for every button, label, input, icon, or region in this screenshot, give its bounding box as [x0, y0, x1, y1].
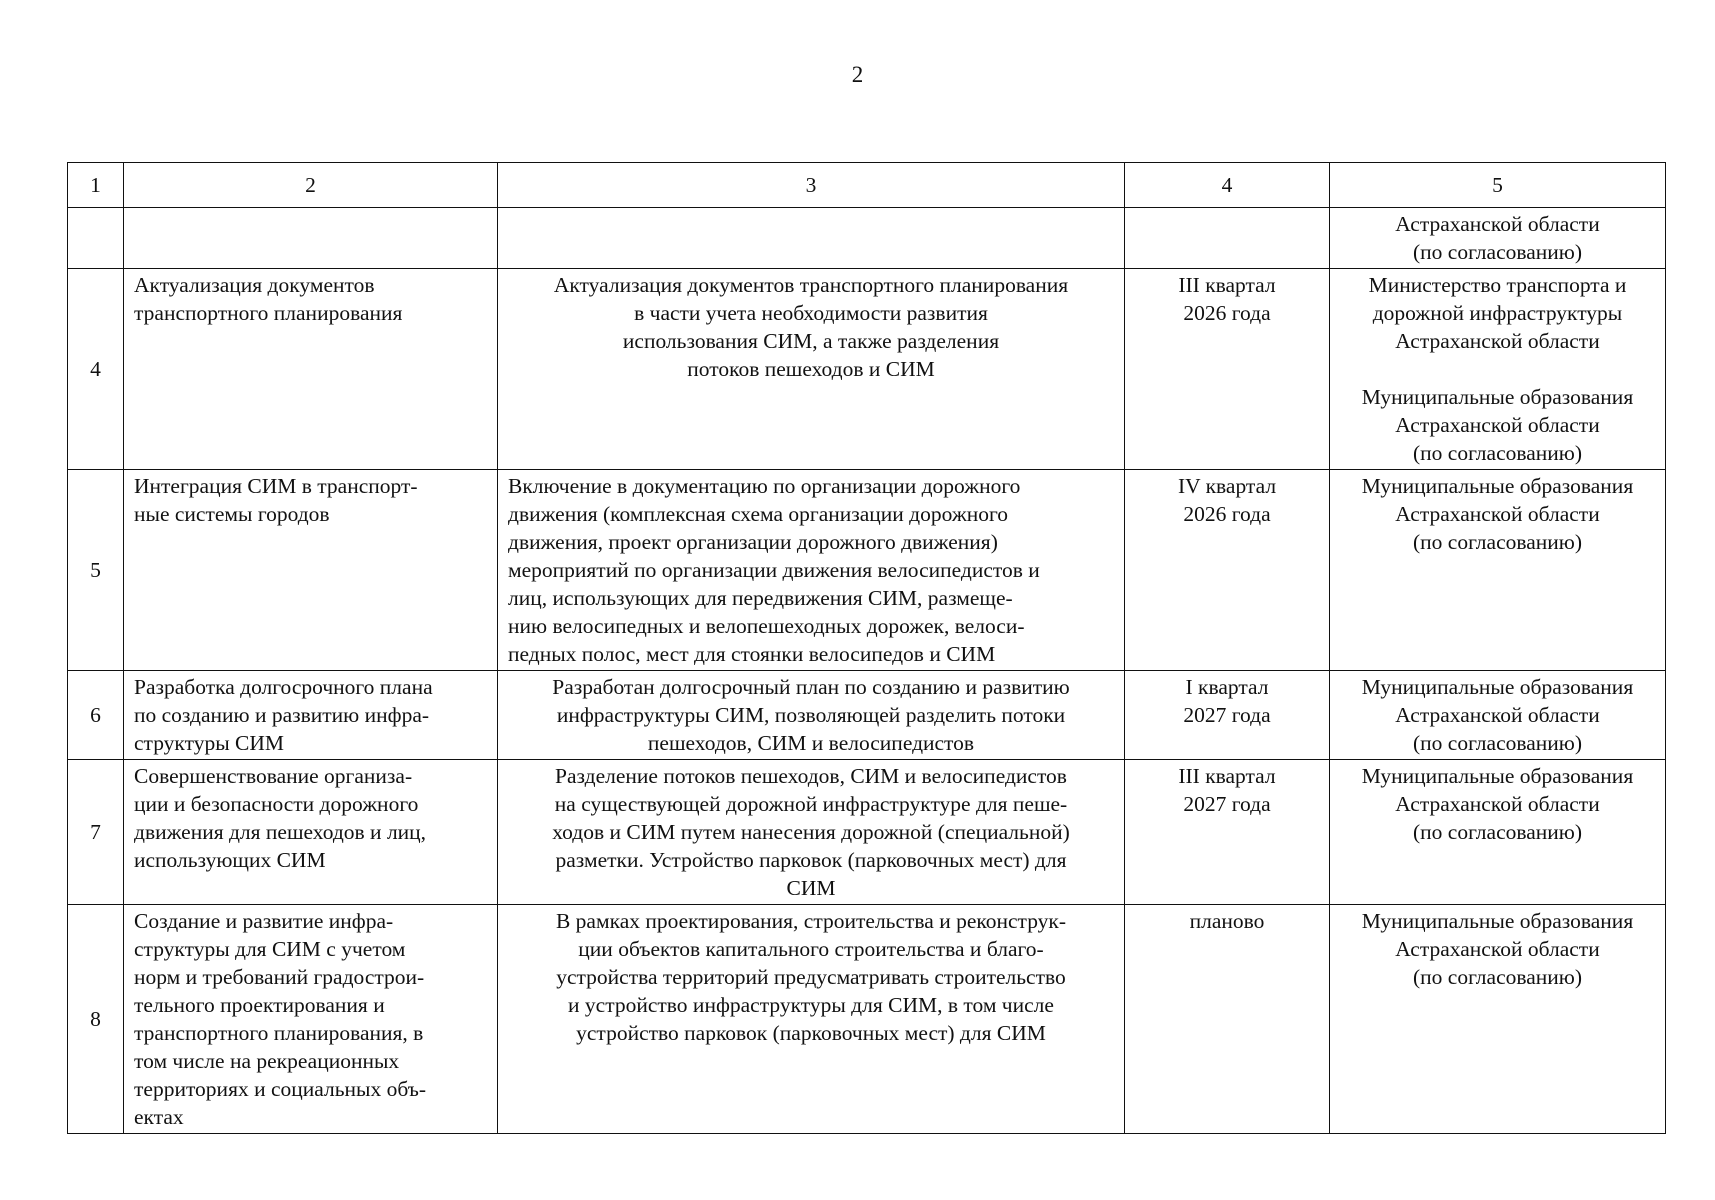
deadline-cell: [1125, 470, 1330, 671]
description-cell: [498, 269, 1125, 470]
deadline-line: 2026 года: [1183, 301, 1271, 325]
responsible-line: Муниципальные образования: [1361, 675, 1634, 699]
header-cell-3: 3: [498, 163, 1125, 208]
row-number-cell: 7: [68, 760, 124, 905]
measure-line: по созданию и развитию инфра-: [134, 703, 430, 727]
header-cell-4: 4: [1125, 163, 1330, 208]
description-cell: [498, 470, 1125, 671]
responsible-cell: [1330, 905, 1666, 1134]
table-row: [68, 905, 1666, 1134]
responsible-line: Министерство транспорта и: [1368, 273, 1627, 297]
description-line: движения (комплексная схема организации дорожного: [508, 502, 1008, 526]
description-line: на существующей дорожной инфраструктуре для пеше-: [554, 792, 1068, 816]
responsible-cell: [1330, 671, 1666, 760]
description-line: инфраструктуры СИМ, позволяющей разделить потоки: [556, 703, 1066, 727]
description-line: СИМ: [786, 876, 836, 900]
responsible-line: Муниципальные образования: [1361, 385, 1634, 409]
measure-line: транспортного планирования: [134, 301, 403, 325]
deadline-cell: [1125, 905, 1330, 1134]
table-header-row: [68, 163, 1666, 208]
measure-cell: [124, 671, 498, 760]
plan-table-body: [68, 163, 1666, 1134]
table-row: [68, 760, 1666, 905]
description-line: разметки. Устройство парковок (парковочных мест) для: [555, 848, 1067, 872]
row-number-cell: 8: [68, 905, 124, 1134]
deadline-cell: [1125, 671, 1330, 760]
responsible-line: [1340, 355, 1655, 383]
description-line: и устройство инфраструктуры для СИМ, в том числе: [568, 993, 1054, 1017]
description-cell: [498, 905, 1125, 1134]
description-line: использования СИМ, а также разделения: [622, 329, 1000, 353]
responsible-cell: [1330, 470, 1666, 671]
table-row: [68, 470, 1666, 671]
responsible-line: Муниципальные образования: [1361, 474, 1634, 498]
responsible-line: (по согласованию): [1412, 820, 1583, 844]
deadline-line: I квартал: [1185, 675, 1269, 699]
responsible-line: (по согласованию): [1412, 530, 1583, 554]
measure-cell: [124, 905, 498, 1134]
measure-cell: [124, 760, 498, 905]
measure-line: движения для пешеходов и лиц,: [134, 820, 427, 844]
description-line: ции объектов капитального строительства и благо-: [578, 937, 1044, 961]
deadline-line: III квартал: [1178, 273, 1276, 297]
row-number-cell: 5: [68, 470, 124, 671]
description-line: пешеходов, СИМ и велосипедистов: [647, 731, 975, 755]
responsible-cell: [1330, 760, 1666, 905]
measure-line: Разработка долгосрочного плана: [134, 675, 433, 699]
description-cell: [498, 671, 1125, 760]
measure-line: транспортного планирования, в: [134, 1021, 424, 1045]
row-number-cell: 6: [68, 671, 124, 760]
responsible-line: Астраханской области: [1395, 502, 1600, 526]
description-line: потоков пешеходов и СИМ: [687, 357, 935, 381]
measure-line: ции и безопасности дорожного: [134, 792, 419, 816]
measure-line: Актуализация документов: [134, 273, 375, 297]
page-number: 2: [851, 62, 864, 87]
description-cell: [498, 760, 1125, 905]
responsible-line: Муниципальные образования: [1361, 764, 1634, 788]
deadline-line: III квартал: [1178, 764, 1276, 788]
description-line: нию велосипедных и велопешеходных дорожек, велоси-: [508, 614, 1025, 638]
measure-line: ные системы городов: [134, 502, 330, 526]
measure-line: Интеграция СИМ в транспорт-: [134, 474, 418, 498]
continuation-deadline-cell: [1125, 208, 1330, 269]
continuation-responsible-line: (по согласованию): [1412, 240, 1583, 264]
header-cell-1: 1: [68, 163, 124, 208]
measure-line: ектах: [134, 1105, 184, 1129]
responsible-line: (по согласованию): [1412, 731, 1583, 755]
table-row: [68, 671, 1666, 760]
continuation-responsible-line: Астраханской области: [1395, 212, 1600, 236]
deadline-cell: [1125, 760, 1330, 905]
description-line: Разработан долгосрочный план по созданию и развитию: [552, 675, 1070, 699]
table-row: [68, 269, 1666, 470]
description-line: Актуализация документов транспортного планирования: [553, 273, 1069, 297]
continuation-measure-cell: [124, 208, 498, 269]
description-line: движения, проект организации дорожного движения): [508, 530, 998, 554]
responsible-line: Муниципальные образования: [1361, 909, 1634, 933]
responsible-cell: [1330, 269, 1666, 470]
description-line: устройства территорий предусматривать строительство: [556, 965, 1066, 989]
measure-line: Совершенствование организа-: [134, 764, 413, 788]
row-number-cell: 4: [68, 269, 124, 470]
deadline-cell: [1125, 269, 1330, 470]
deadline-line: планово: [1189, 909, 1265, 933]
description-line: Разделение потоков пешеходов, СИМ и велосипедистов: [555, 764, 1067, 788]
responsible-line: Астраханской области: [1395, 937, 1600, 961]
description-line: устройство парковок (парковочных мест) для СИМ: [576, 1021, 1046, 1045]
description-line: мероприятий по организации движения велосипедистов и: [508, 558, 1040, 582]
responsible-line: (по согласованию): [1412, 441, 1583, 465]
measure-line: норм и требований градострои-: [134, 965, 425, 989]
continuation-responsible-cell: [1330, 208, 1666, 269]
measure-line: структуры для СИМ с учетом: [134, 937, 406, 961]
measure-line: тельного проектирования и: [134, 993, 385, 1017]
description-line: Включение в документацию по организации дорожного: [508, 474, 1021, 498]
measure-line: территориях и социальных объ-: [134, 1077, 427, 1101]
description-line: ходов и СИМ путем нанесения дорожной (специальной): [552, 820, 1070, 844]
continuation-num-cell: [68, 208, 124, 269]
responsible-line: Астраханской области: [1395, 329, 1600, 353]
header-cell-5: 5: [1330, 163, 1666, 208]
responsible-line: Астраханской области: [1395, 792, 1600, 816]
measure-line: том числе на рекреационных: [134, 1049, 400, 1073]
description-line: В рамках проектирования, строительства и реконструк-: [555, 909, 1067, 933]
measure-cell: [124, 269, 498, 470]
deadline-line: 2027 года: [1183, 792, 1271, 816]
deadline-line: IV квартал: [1177, 474, 1277, 498]
header-cell-2: 2: [124, 163, 498, 208]
measure-line: структуры СИМ: [134, 731, 284, 755]
measure-line: использующих СИМ: [134, 848, 326, 872]
plan-table: [67, 162, 1666, 1134]
responsible-line: Астраханской области: [1395, 413, 1600, 437]
responsible-line: дорожной инфраструктуры: [1372, 301, 1623, 325]
description-line: педных полос, мест для стоянки велосипедов и СИМ: [508, 642, 996, 666]
responsible-line: Астраханской области: [1395, 703, 1600, 727]
continuation-row: [68, 208, 1666, 269]
description-line: в части учета необходимости развития: [634, 301, 988, 325]
measure-line: Создание и развитие инфра-: [134, 909, 394, 933]
deadline-line: 2027 года: [1183, 703, 1271, 727]
deadline-line: 2026 года: [1183, 502, 1271, 526]
responsible-line: (по согласованию): [1412, 965, 1583, 989]
measure-cell: [124, 470, 498, 671]
continuation-description-cell: [498, 208, 1125, 269]
description-line: лиц, использующих для передвижения СИМ, размеще-: [508, 586, 1013, 610]
